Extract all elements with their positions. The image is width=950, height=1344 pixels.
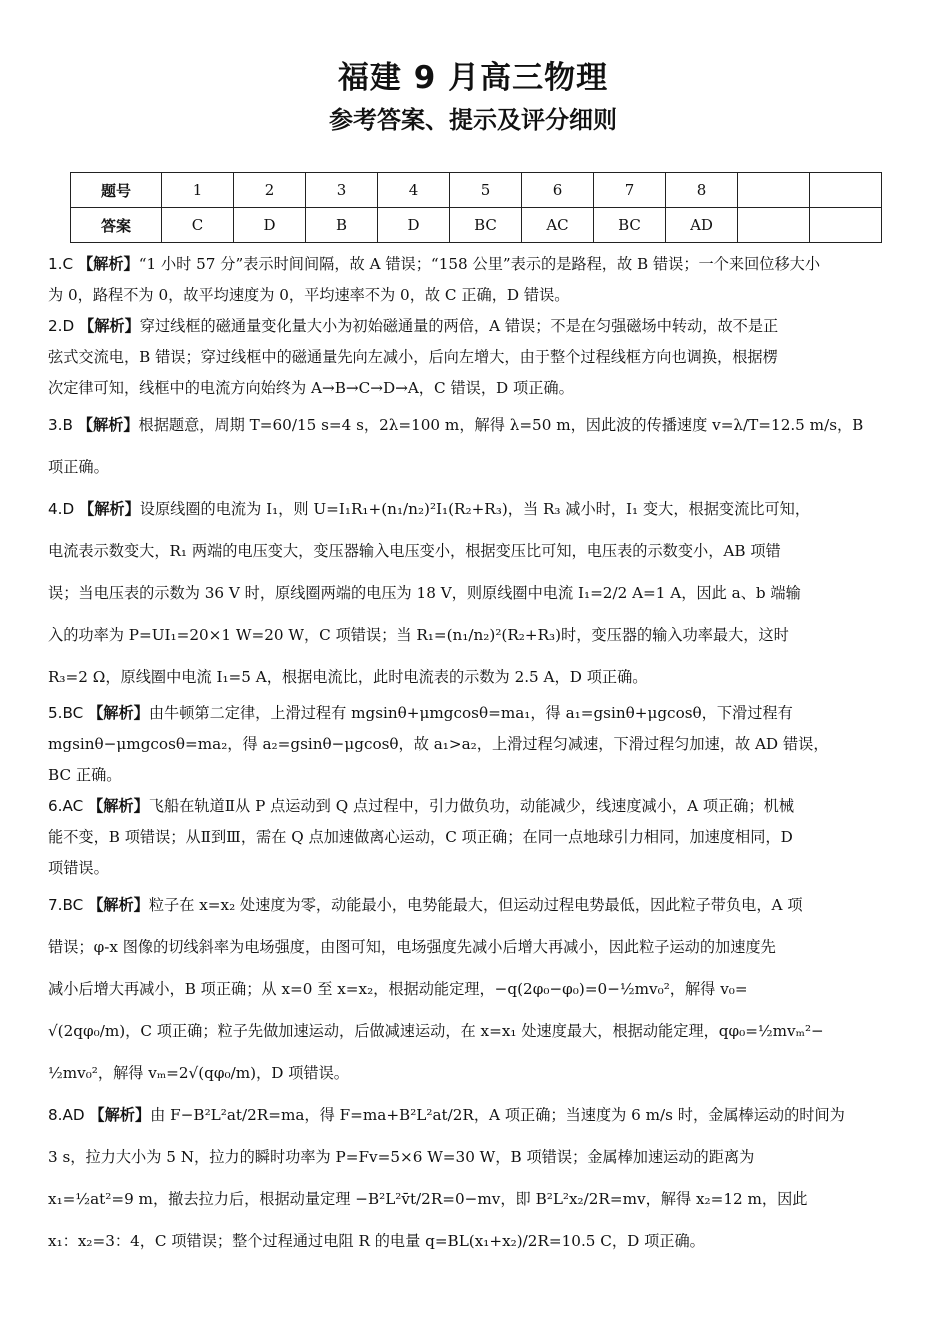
question-explanation-2 bbox=[48, 311, 898, 404]
number-cell: 8 bbox=[666, 173, 738, 208]
number-cell: 3 bbox=[306, 173, 378, 208]
answer-cell: AD bbox=[666, 208, 738, 243]
explanation-line: 减小后增大再减小，B 项正确；从 x=0 至 x=x₂，根据动能定理，−q(2φ₀−φ₀)=0−½mv₀²，解得 v₀= bbox=[48, 980, 748, 998]
number-cell bbox=[738, 173, 810, 208]
analysis-tag: 【解析】 bbox=[79, 500, 140, 518]
explanation-line: 穿过线框的磁通量变化量大小为初始磁通量的两倍，A 错误；不是在匀强磁场中转动，故不是正 bbox=[139, 317, 779, 335]
explanation-line: 弦式交流电，B 错误；穿过线框中的磁通量先向左减小，后向左增大，由于整个过程线框方向也调换，根据楞 bbox=[48, 348, 778, 366]
number-cell: 1 bbox=[162, 173, 234, 208]
answer-cell: B bbox=[306, 208, 378, 243]
analysis-tag: 【解析】 bbox=[89, 1106, 151, 1124]
question-number: 7.BC bbox=[48, 896, 84, 914]
explanation-line: R₃=2 Ω，原线圈中电流 I₁=5 A，根据电流比，此时电流表的示数为 2.5 A，D 项正确。 bbox=[48, 668, 648, 686]
question-explanation-3 bbox=[48, 404, 898, 488]
answer-row bbox=[71, 208, 882, 243]
question-number: 3.B bbox=[48, 416, 73, 434]
question-explanation-8 bbox=[48, 1094, 898, 1262]
answer-cell: D bbox=[234, 208, 306, 243]
explanation-line: 3 s，拉力大小为 5 N，拉力的瞬时功率为 P=Fv=5×6 W=30 W，B 项错误；金属棒加速运动的距离为 bbox=[48, 1148, 755, 1166]
analysis-tag: 【解析】 bbox=[79, 317, 140, 335]
explanation-line: ½mv₀²，解得 vₘ=2√(qφ₀/m)，D 项错误。 bbox=[48, 1064, 349, 1082]
answer-cell: BC bbox=[450, 208, 522, 243]
answer-table bbox=[70, 172, 882, 243]
number-cell: 2 bbox=[234, 173, 306, 208]
answer-cell: BC bbox=[594, 208, 666, 243]
answer-cell: AC bbox=[522, 208, 594, 243]
explanation-line: 粒子在 x=x₂ 处速度为零，动能最小，电势能最大，但运动过程电势最低，因此粒子带负电，A 项 bbox=[148, 896, 803, 914]
analysis-tag: 【解析】 bbox=[77, 255, 139, 273]
analysis-tag: 【解析】 bbox=[77, 416, 139, 434]
number-cell: 4 bbox=[378, 173, 450, 208]
analysis-tag: 【解析】 bbox=[88, 896, 149, 914]
explanation-line: √(2qφ₀/m)，C 项正确；粒子先做加速运动，后做减速运动，在 x=x₁ 处速度最大，根据动能定理，qφ₀=½mvₘ²− bbox=[48, 1022, 824, 1040]
explanation-line: 飞船在轨道Ⅱ从 P 点运动到 Q 点过程中，引力做负功，动能减少，线速度减小，A 项正确；机械 bbox=[148, 797, 795, 815]
explanation-line: x₁=½at²=9 m，撤去拉力后，根据动量定理 −B²L²v̄t/2R=0−mv，即 B²L²x₂/2R=mv，解得 x₂=12 m，因此 bbox=[48, 1190, 808, 1208]
explanation-line: 误；当电压表的示数为 36 V 时，原线圈两端的电压为 18 V，则原线圈中电流 I₁=2/2 A=1 A，因此 a、b 端输 bbox=[48, 584, 801, 602]
explanation-line: 由 F−B²L²at/2R=ma，得 F=ma+B²L²at/2R，A 项正确；当速度为 6 m/s 时，金属棒运动的时间为 bbox=[150, 1106, 845, 1124]
explanation-line: 设原线圈的电流为 I₁，则 U=I₁R₁+(n₁/n₂)²I₁(R₂+R₃)，当 R₃ 减小时，I₁ 变大，根据变流比可知， bbox=[139, 500, 811, 518]
explanation-line: 项错误。 bbox=[48, 859, 109, 877]
question-explanation-6 bbox=[48, 791, 898, 884]
question-number: 1.C bbox=[48, 255, 74, 273]
explanation-line: 项正确。 bbox=[48, 458, 109, 476]
row-label-number: 题号 bbox=[71, 173, 162, 208]
answer-cell: C bbox=[162, 208, 234, 243]
explanation-line: x₁：x₂=3：4，C 项错误；整个过程通过电阻 R 的电量 q=BL(x₁+x₂)/2R=10.5 C，D 项正确。 bbox=[48, 1232, 705, 1250]
explanation-line: 根据题意，周期 T=60/15 s=4 s，2λ=100 m，解得 λ=50 m，因此波的传播速度 v=λ/T=12.5 m/s，B bbox=[138, 416, 864, 434]
explanation-line: 为 0，路程不为 0，故平均速度为 0，平均速率不为 0，故 C 正确，D 错误。 bbox=[48, 286, 570, 304]
explanation-line: 错误；φ-x 图像的切线斜率为电场强度，由图可知，电场强度先减小后增大再减小，因此粒子运动的加速度先 bbox=[48, 938, 776, 956]
explanation-line: 入的功率为 P=UI₁=20×1 W=20 W，C 项错误；当 R₁=(n₁/n₂)²(R₂+R₃)时，变压器的输入功率最大，这时 bbox=[48, 626, 789, 644]
row-label-answer: 答案 bbox=[71, 208, 162, 243]
analysis-tag: 【解析】 bbox=[88, 797, 149, 815]
number-cell: 6 bbox=[522, 173, 594, 208]
page-subtitle: 参考答案、提示及评分细则 bbox=[329, 106, 617, 134]
question-number: 6.AC bbox=[48, 797, 84, 815]
number-cell: 7 bbox=[594, 173, 666, 208]
question-number: 5.BC bbox=[48, 704, 84, 722]
question-explanation-5 bbox=[48, 698, 898, 791]
explanation-line: “1 小时 57 分”表示时间间隔，故 A 错误；“158 公里”表示的是路程，故 B 错误；一个来回位移大小 bbox=[138, 255, 821, 273]
explanations bbox=[48, 249, 898, 1262]
question-explanation-7 bbox=[48, 884, 898, 1094]
question-explanation-4 bbox=[48, 488, 898, 698]
answer-cell bbox=[738, 208, 810, 243]
explanation-line: mgsinθ−μmgcosθ=ma₂，得 a₂=gsinθ−μgcosθ，故 a₁>a₂，上滑过程匀减速，下滑过程匀加速，故 AD 错误， bbox=[48, 735, 829, 753]
explanation-line: BC 正确。 bbox=[48, 766, 122, 784]
question-explanation-1 bbox=[48, 249, 898, 311]
analysis-tag: 【解析】 bbox=[88, 704, 149, 722]
number-cell: 5 bbox=[450, 173, 522, 208]
question-number: 8.AD bbox=[48, 1106, 85, 1124]
answer-cell: D bbox=[378, 208, 450, 243]
page-title: 福建 9 月高三物理 bbox=[337, 60, 609, 96]
answer-cell bbox=[810, 208, 882, 243]
explanation-line: 电流表示数变大，R₁ 两端的电压变大，变压器输入电压变小，根据变压比可知，电压表的示数变小，AB 项错 bbox=[48, 542, 781, 560]
question-number: 4.D bbox=[48, 500, 75, 518]
number-cell bbox=[810, 173, 882, 208]
explanation-line: 由牛顿第二定律，上滑过程有 mgsinθ+μmgcosθ=ma₁，得 a₁=gsinθ+μgcosθ，下滑过程有 bbox=[148, 704, 793, 722]
explanation-line: 次定律可知，线框中的电流方向始终为 A→B→C→D→A，C 错误，D 项正确。 bbox=[48, 379, 574, 397]
explanation-line: 能不变，B 项错误；从Ⅱ到Ⅲ，需在 Q 点加速做离心运动，C 项正确；在同一点地球引力相同，加速度相同，D bbox=[48, 828, 793, 846]
question-number-row bbox=[71, 173, 882, 208]
question-number: 2.D bbox=[48, 317, 75, 335]
